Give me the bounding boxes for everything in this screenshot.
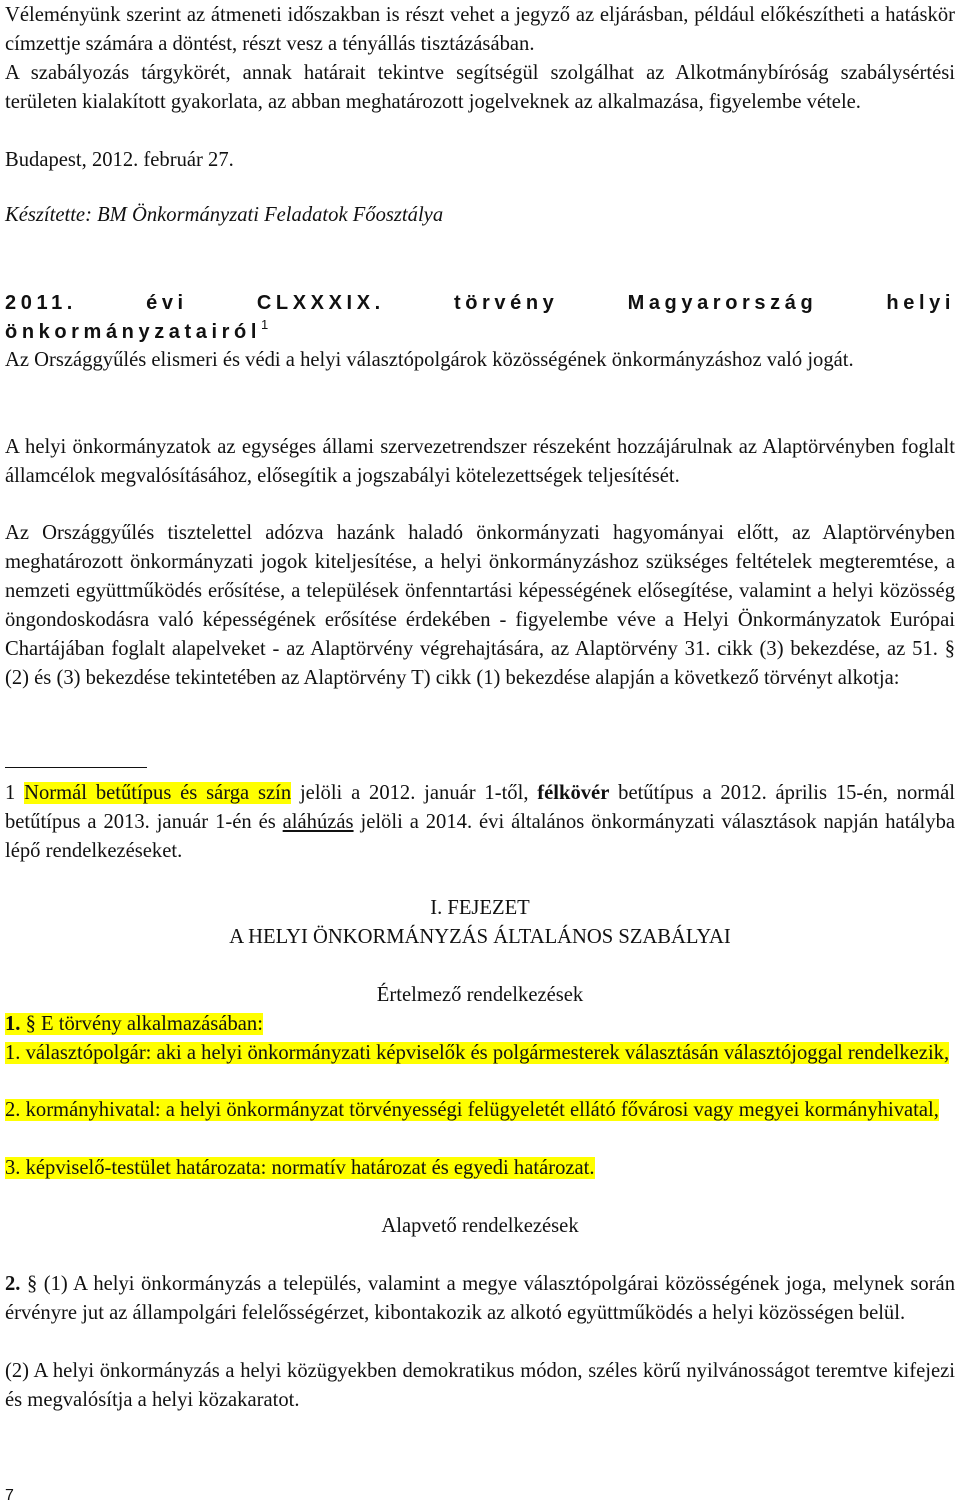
law-title-line-2 [5, 318, 955, 347]
document-date: Budapest, 2012. február 27. [5, 149, 234, 171]
definition-item-3-text: 3. képviselő-testület határozata: normatív határozat és egyedi határozat. [5, 1157, 595, 1179]
paragraph-1-number: 1. [5, 1013, 21, 1035]
paragraph-sign: § [25, 1013, 36, 1035]
section-heading-basic-provisions: Alapvető rendelkezések [381, 1215, 579, 1237]
footnote-reference[interactable]: 1 [261, 317, 273, 332]
intro-paragraph-2: A szabályozás tárgykörét, annak határait tekintve segítségül szolgálhat az Alkotmánybíróság szabálysértési területen kialakított gyakorlata, az abban meghatározott jogelveknek az alkalmazása, figyelembe vétele. [5, 62, 955, 113]
paragraph-2-subsection-1-text: (1) A helyi önkormányzás a település, valamint a megye választópolgárai közösségének joga, melynek során érvényre jut az állampolgári felelősségérzet, kibontakozik az alkotó együttműködés a helyi közösségen belül. [5, 1273, 955, 1324]
preamble-paragraph-1: Az Országgyűlés elismeri és védi a helyi választópolgárok közösségének önkormányzáshoz való jogát. [5, 349, 854, 371]
footnote-bold-text: félkövér [537, 782, 610, 804]
paragraph-2-subsection-2: (2) A helyi önkormányzás a helyi közügyekben demokratikus módon, széles körű nyilvánosságot teremtve kifejezi és megvalósítja a helyi közakaratot. [5, 1360, 955, 1411]
footnote-highlighted-text: Normál betűtípus és sárga szín [24, 782, 292, 804]
chapter-title: A HELYI ÖNKORMÁNYZÁS ÁLTALÁNOS SZABÁLYAI [229, 926, 731, 948]
law-title-line-1: 2011. évi CLXXXIX. törvény Magyarország helyi [5, 292, 955, 314]
definition-item-2-text: 2. kormányhivatal: a helyi önkormányzat törvényességi felügyeletét ellátó fővárosi vagy megyei kormányhivatal, [5, 1099, 939, 1121]
document-author: Készítette: BM Önkormányzati Feladatok Főosztálya [5, 204, 444, 226]
definition-item-3 [5, 1154, 955, 1183]
paragraph-1-label [5, 1013, 263, 1035]
definition-item-1-text: 1. választópolgár: aki a helyi önkormányzati képviselők és polgármesterek választásán választójoggal rendelkezik, [5, 1042, 950, 1064]
paragraph-1-intro-text: E törvény alkalmazásában: [35, 1013, 263, 1035]
footnote-text-1: jelöli a 2012. január 1-től, [291, 782, 538, 804]
paragraph-sign: § [26, 1273, 38, 1295]
paragraph-2-number: 2. [5, 1273, 21, 1295]
definition-item-1 [5, 1039, 955, 1068]
page-number: 7 [5, 1487, 14, 1504]
footnote-text-3: jelöli a 2014. évi általános önkormányzati választások napján hatályba lépő rendelkezéseket. [5, 811, 956, 862]
preamble-paragraph-2: A helyi önkormányzatok az egységes állami szervezetrendszer részeként hozzájárulnak az Alaptörvényben foglalt államcélok megvalósításához, elősegítik a jogszabályi kötelezettségek teljesítését. [5, 436, 955, 487]
definition-item-2 [5, 1096, 955, 1125]
preamble-paragraph-3: Az Országgyűlés tisztelettel adózva hazánk haladó önkormányzati hagyományai előtt, az Alaptörvényben meghatározott önkormányzati jogok kiteljesítése, a helyi önkormányzáshoz szükséges feltételek megteremtése, a nemzeti együttműködés erősítése, a települések önfenntartási képességének elősegítése, valamint a helyi közösség öngondoskodásra való képességének erősítése érdekében - figyelembe véve a Helyi Önkormányzatok Európai Chartájában foglalt alapelveket - az Alaptörvény végrehajtására, az Alaptörvény 31. cikk (3) bekezdése, az 51. § (2) és (3) bekezdése tekintetében az Alaptörvény T) cikk (1) bekezdése alapján a következő törvényt alkotja: [5, 522, 955, 689]
footnote-separator [5, 767, 147, 768]
footnote-number: 1 [5, 782, 16, 804]
footnote-underlined-text: aláhúzás [282, 811, 354, 833]
chapter-number: I. FEJEZET [430, 897, 530, 919]
law-title-text: önkormányzatairól [5, 321, 262, 343]
footnote-text-2: betűtípus a 2012. április 15-én, normál betűtípus a 2013. január 1-én és [5, 782, 955, 833]
paragraph-2-subsection-1 [5, 1270, 955, 1328]
paragraph-1-intro [5, 1010, 955, 1039]
footnote [5, 779, 955, 866]
intro-paragraph-1: Véleményünk szerint az átmeneti időszakban is részt vehet a jegyző az eljárásban, például előkészítheti a hatáskör címzettje számára a döntést, részt vesz a tényállás tisztázásában. [5, 4, 955, 55]
section-heading-definitions: Értelmező rendelkezések [376, 984, 584, 1006]
